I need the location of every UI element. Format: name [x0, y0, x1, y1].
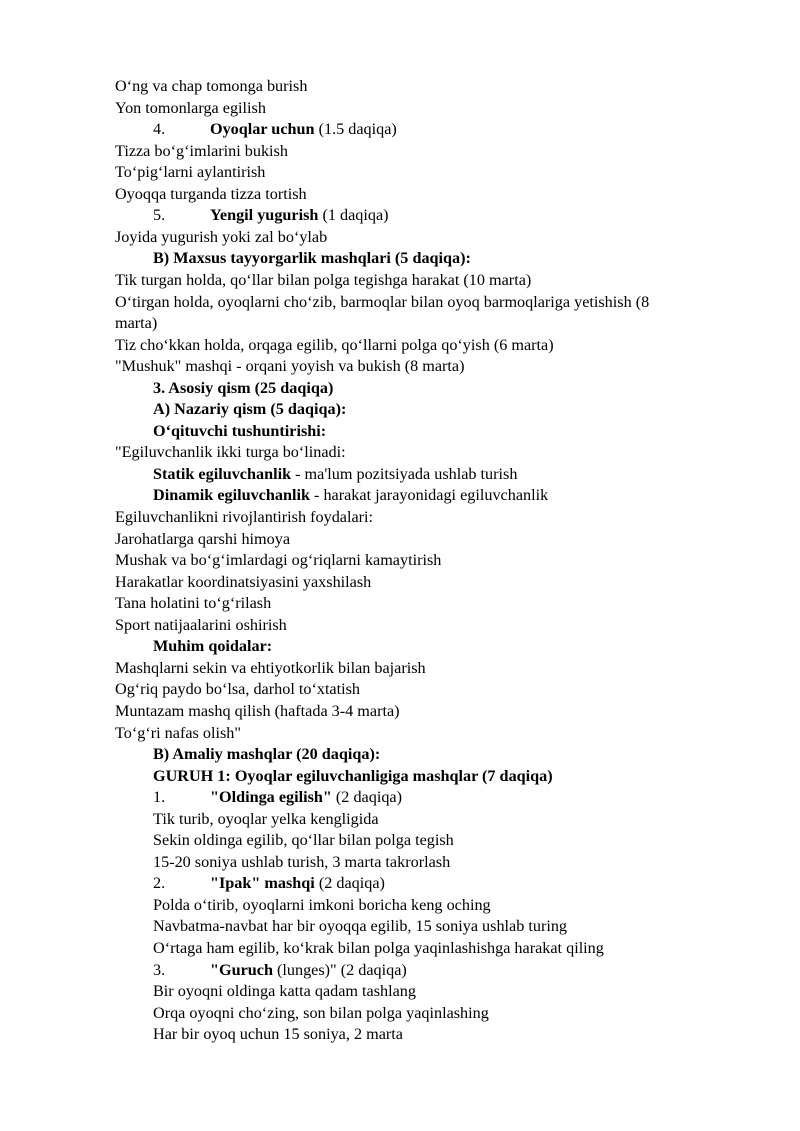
section-heading — [153, 744, 380, 766]
text-line: "Mushuk" mashqi - orqani yoyish va bukish (8 marta) — [115, 357, 465, 376]
term-description: - harakat jarayonidagi egiluvchanlik — [309, 486, 549, 505]
text-line: Og‘riq paydo bo‘lsa, darhol to‘xtatish — [115, 680, 361, 699]
item-title-bold: "Oldinga egilish" — [210, 788, 332, 807]
text-line: Muntazam mashq qilish (haftada 3-4 marta) — [115, 701, 400, 720]
text-line: Sport natijaalarini oshirish — [115, 615, 287, 634]
text-line: Tiz cho‘kkan holda, orqaga egilib, qo‘llarni polga qo‘yish (6 marta) — [115, 335, 554, 354]
item-title-bold: Oyoqlar uchun — [210, 120, 315, 139]
term-definition — [153, 485, 548, 507]
section-heading — [153, 421, 326, 443]
item-title-bold: "Ipak" mashqi — [210, 874, 315, 893]
text-line: Joyida yugurish yoki zal bo‘ylab — [115, 227, 328, 246]
item-title — [210, 119, 397, 141]
item-number: 5. — [153, 206, 166, 225]
item-number: 4. — [153, 120, 166, 139]
step-line: Orqa oyoqni cho‘zing, son bilan polga yaqinlashing — [153, 1003, 489, 1022]
item-duration: (2 daqiqa) — [331, 788, 402, 807]
text-line: "Egiluvchanlik ikki turga bo‘linadi: — [115, 443, 346, 462]
heading-text: GURUH 1: Oyoqlar egiluvchanligiga mashqlar (7 daqiqa) — [153, 766, 553, 785]
text-line: To‘g‘ri nafas olish" — [115, 723, 241, 742]
text-line: Tizza bo‘g‘imlarini bukish — [115, 141, 288, 160]
step-line: 15-20 soniya ushlab turish, 3 marta takrorlash — [153, 852, 451, 871]
text-line: Harakatlar koordinatsiyasini yaxshilash — [115, 572, 372, 591]
section-heading — [153, 636, 272, 658]
text-line: Oyoqqa turganda tizza tortish — [115, 184, 307, 203]
text-line: marta) — [115, 314, 158, 333]
heading-text: B) Amaliy mashqlar (20 daqiqa): — [153, 745, 381, 764]
step-line: Sekin oldinga egilib, qo‘llar bilan polga tegish — [153, 831, 454, 850]
section-heading — [153, 248, 471, 270]
section-heading — [153, 378, 333, 400]
text-line: Tana holatini to‘g‘rilash — [115, 594, 272, 613]
step-line: Tik turib, oyoqlar yelka kengligida — [153, 809, 379, 828]
section-heading — [153, 766, 553, 788]
item-number: 2. — [153, 874, 166, 893]
text-line: O‘tirgan holda, oyoqlarni cho‘zib, barmoqlar bilan oyoq barmoqlariga yetishish (8 — [115, 292, 650, 311]
item-title — [210, 873, 385, 895]
text-line: O‘ng va chap tomonga burish — [115, 77, 308, 95]
heading-text: O‘qituvchi tushuntirishi: — [153, 421, 327, 440]
term-name: Statik egiluvchanlik — [153, 464, 292, 483]
heading-text: A) Nazariy qism (5 daqiqa): — [153, 400, 347, 419]
item-duration: (1.5 daqiqa) — [314, 120, 397, 139]
heading-text: B) Maxsus tayyorgarlik mashqlari (5 daqiqa): — [153, 249, 471, 268]
section-heading — [153, 399, 346, 421]
text-line: To‘pig‘larni aylantirish — [115, 163, 266, 182]
text-line: Mushak va bo‘g‘imlardagi og‘riqlarni kamaytirish — [115, 551, 442, 570]
step-line: Polda o‘tirib, oyoqlarni imkoni boricha keng oching — [153, 895, 491, 914]
text-line: Mashqlarni sekin va ehtiyotkorlik bilan bajarish — [115, 658, 426, 677]
term-name: Dinamik egiluvchanlik — [153, 486, 310, 505]
item-title-bold: Yengil yugurish — [210, 206, 319, 225]
step-line: Navbatma-navbat har bir oyoqqa egilib, 15 soniya ushlab turing — [153, 917, 568, 936]
item-number: 1. — [153, 788, 166, 807]
item-duration: (lunges)" (2 daqiqa) — [272, 960, 407, 979]
text-line: Tik turgan holda, qo‘llar bilan polga tegishga harakat (10 marta) — [115, 270, 532, 289]
item-title-bold: "Guruch — [210, 960, 273, 979]
step-line: O‘rtaga ham egilib, ko‘krak bilan polga yaqinlashishga harakat qiling — [153, 939, 604, 957]
heading-text: 3. Asosiy qism (25 daqiqa) — [153, 378, 334, 397]
term-definition — [153, 464, 517, 486]
item-title — [210, 787, 402, 809]
item-number: 3. — [153, 960, 166, 979]
item-title — [210, 960, 407, 982]
heading-text: Muhim qoidalar: — [153, 637, 273, 656]
item-duration: (2 daqiqa) — [314, 874, 385, 893]
step-line: Bir oyoqni oldinga katta qadam tashlang — [153, 982, 416, 1001]
item-title — [210, 205, 389, 227]
term-description: - ma'lum pozitsiyada ushlab turish — [291, 464, 518, 483]
step-line: Har bir oyoq uchun 15 soniya, 2 marta — [153, 1025, 403, 1044]
text-line: Yon tomonlarga egilish — [115, 98, 266, 117]
item-duration: (1 daqiqa) — [318, 206, 389, 225]
text-line: Jarohatlarga qarshi himoya — [115, 529, 291, 548]
text-line: Egiluvchanlikni rivojlantirish foydalari: — [115, 508, 374, 526]
